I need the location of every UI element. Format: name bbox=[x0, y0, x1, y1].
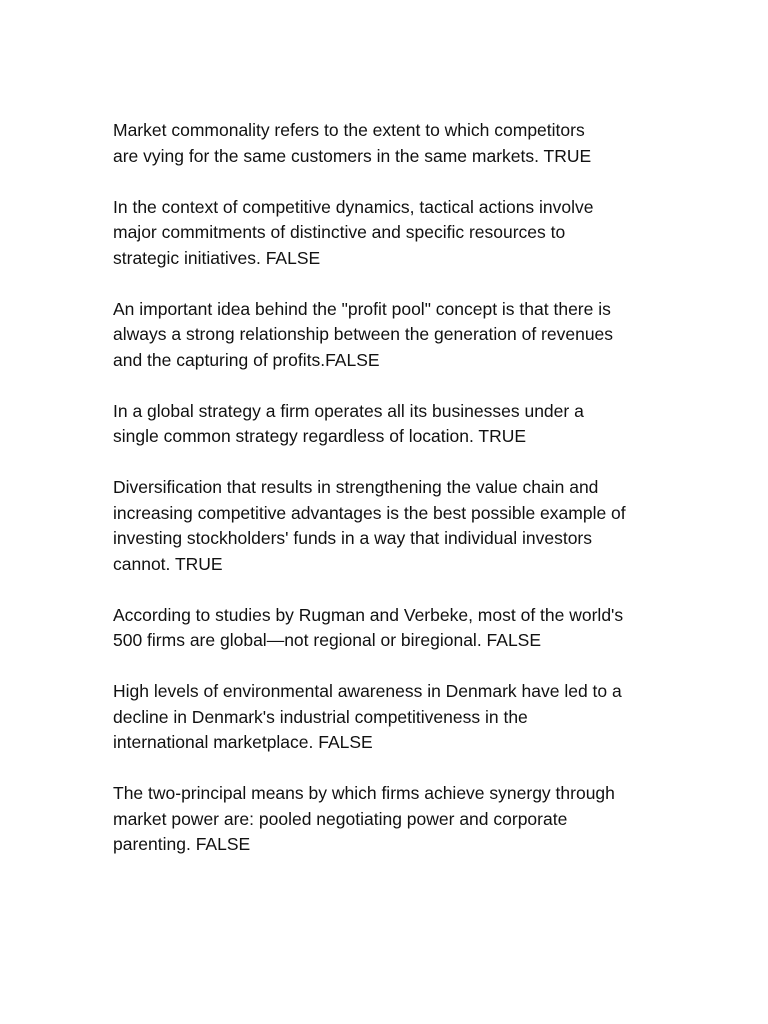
paragraph-rugman-verbeke: According to studies by Rugman and Verbeke, most of the world's 500 firms are global—not regional or biregional. FALSE bbox=[113, 604, 624, 650]
paragraph-market-commonality: Market commonality refers to the extent to which competitors are vying for the same customers in the same markets. TRUE bbox=[113, 120, 592, 166]
paragraph-market-power: The two-principal means by which firms achieve synergy through market power are: pooled negotiating power and corporate parenting. FALSE bbox=[113, 783, 615, 854]
paragraph-diversification: Diversification that results in strengthening the value chain and increasing competitive advantages is the best possible example of investing stockholders' funds in a way that individual investors cannot. TRUE bbox=[113, 477, 626, 574]
paragraph-denmark: High levels of environmental awareness in Denmark have led to a decline in Denmark's industrial competitiveness in the international marketplace. FALSE bbox=[113, 681, 622, 752]
paragraph-global-strategy: In a global strategy a firm operates all its businesses under a single common strategy regardless of location. TRUE bbox=[113, 400, 584, 446]
document-body bbox=[113, 118, 673, 883]
paragraph-profit-pool: An important idea behind the "profit pool" concept is that there is always a strong relationship between the generation of revenues and the capturing of profits.FALSE bbox=[113, 298, 614, 370]
paragraph-tactical-actions: In the context of competitive dynamics, tactical actions involve major commitments of distinctive and specific resources to strategic initiatives. FALSE bbox=[113, 196, 594, 268]
